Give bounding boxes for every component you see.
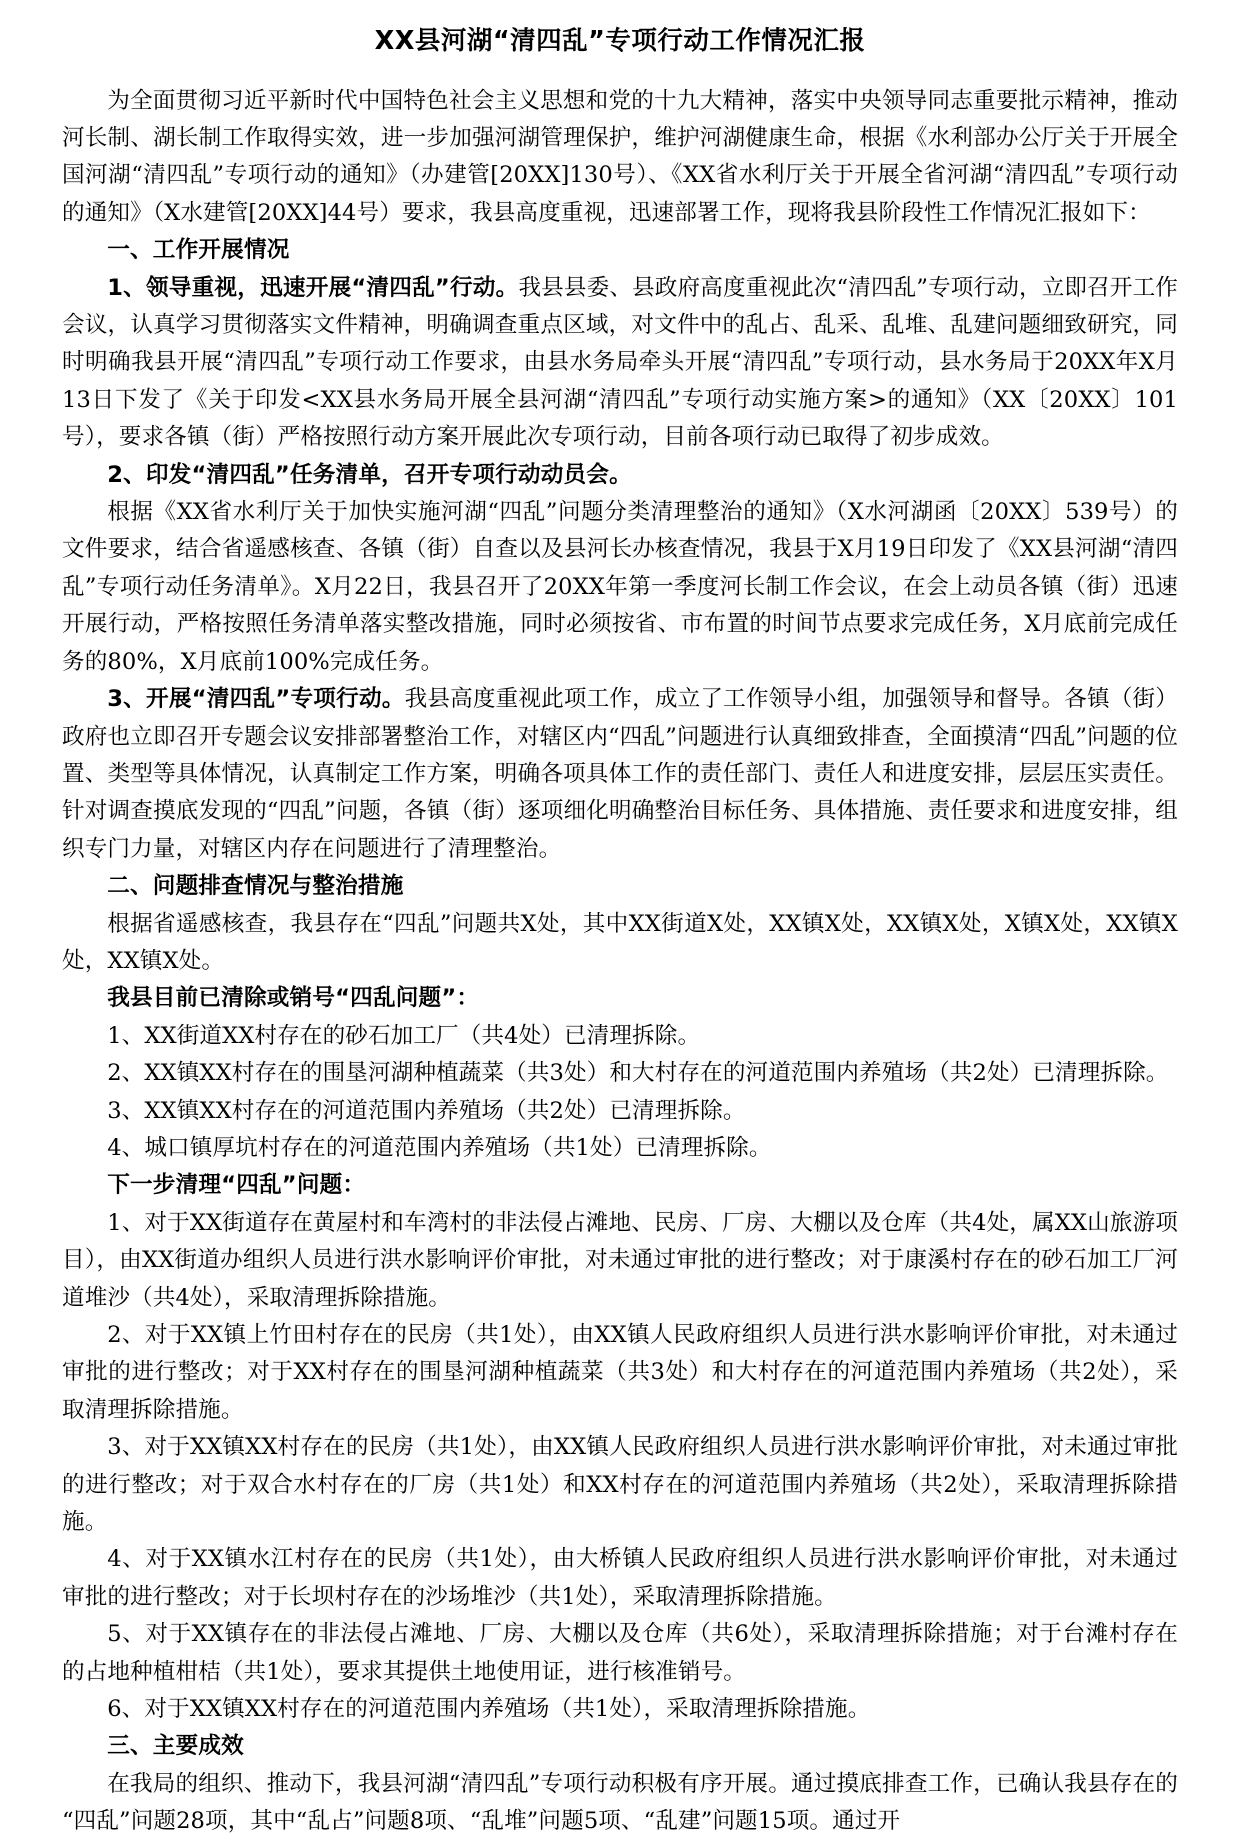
paragraph-item-1-2-body: 根据《XX省水利厅关于加快实施河湖“四乱”问题分类清理整治的通知》（X水河湖函〔20XX〕539号）的文件要求，结合省遥感核查、各镇（街）自查以及县河长办核查情况，我县于X月19日印发了《XX县河湖“清四乱”专项行动任务清单》。X月22日，我县召开了20XX年第一季度河长制工作会议，在会上动员各镇（街）迅速开展行动，严格按照任务清单落实整改措施，同时必须按省、市布置的时间节点要求完成任务，X月底前完成任务的80%，X月底前100%完成任务。 [62,499,1178,675]
list-item-cleared-1: 1、XX街道XX村存在的砂石加工厂（共4处）已清理拆除。 [107,1022,701,1049]
paragraph-intro: 为全面贯彻习近平新时代中国特色社会主义思想和党的十九大精神，落实中央领导同志重要批示精神，推动河长制、湖长制工作取得实效，进一步加强河湖管理保护，维护河湖健康生命，根据《水利部办公厅关于开展全国河湖“清四乱”专项行动的通知》（办建管[20XX]130号）、《XX省水利厅关于开展全省河湖“清四乱”专项行动的通知》（X水建管[20XX]44号）要求，我县高度重视，迅速部署工作，现将我县阶段性工作情况汇报如下： [62,87,1178,226]
list-item-next-3: 3、对于XX镇XX村存在的民房（共1处），由XX镇人民政府组织人员进行洪水影响评价审批，对未通过审批的进行整改；对于双合水村存在的厂房（共1处）和XX村存在的河道范围内养殖场（共2处），采取清理拆除措施。 [62,1434,1178,1536]
section-heading-task-list: 2、印发“清四乱”任务清单，召开专项行动动员会。 [107,461,632,488]
body-item-1-1: 我县县委、县政府高度重视此次“清四乱”专项行动，立即召开工作会议，认真学习贯彻落实文件精神，明确调查重点区域，对文件中的乱占、乱采、乱堆、乱建问题细致研究，同时明确我县开展“清四乱”专项行动工作要求，由县水务局牵头开展“清四乱”专项行动，县水务局于20XX年X月13日下发了《关于印发<XX县水务局开展全县河湖“清四乱”专项行动实施方案>的通知》（XX〔20XX〕101号），要求各镇（街）严格按照行动方案开展此次专项行动，目前各项行动已取得了初步成效。 [62,274,1178,451]
page-title: XX县河湖“清四乱”专项行动工作情况汇报 [374,26,866,56]
lead-item-1-1: 1、领导重视，迅速开展“清四乱”行动。 [107,274,519,301]
list-item-next-2: 2、对于XX镇上竹田村存在的民房（共1处），由XX镇人民政府组织人员进行洪水影响评价审批，对未通过审批的进行整改；对于XX村存在的围垦河湖种植蔬菜（共3处）和大村存在的河道范围内养殖场（共2处），采取清理拆除措施。 [62,1322,1178,1423]
list-item-next-1: 1、对于XX街道存在黄屋村和车湾村的非法侵占滩地、民房、厂房、大棚以及仓库（共4处，属XX山旅游项目），由XX街道办组织人员进行洪水影响评价审批，对未通过审批的进行整改；对于康溪村存在的砂石加工厂河道堆沙（共4处），采取清理拆除措施。 [62,1209,1178,1311]
paragraph-item-1-1 [62,270,1178,457]
list-item-cleared-2: 2、XX镇XX村存在的围垦河湖种植蔬菜（共3处）和大村存在的河道范围内养殖场（共2处）已清理拆除。 [107,1060,1169,1087]
paragraph-section-3-body: 在我局的组织、推动下，我县河湖“清四乱”专项行动积极有序开展。通过摸底排查工作，已确认我县存在的“四乱”问题28项，其中“乱占”问题8项、“乱堆”问题5项、“乱建”问题15项。通过开 [62,1770,1178,1835]
list-item-next-6: 6、对于XX镇XX村存在的河道范围内养殖场（共1处），采取清理拆除措施。 [107,1696,871,1723]
body-item-1-3: 我县高度重视此项工作，成立了工作领导小组，加强领导和督导。各镇（街）政府也立即召开专题会议安排部署整治工作，对辖区内“四乱”问题进行认真细致排查，全面摸清“四乱”问题的位置、类型等具体情况，认真制定工作方案，明确各项具体工作的责任部门、责任人和进度安排，层层压实责任。针对调查摸底发现的“四乱”问题，各镇（街）逐项细化明确整治目标任务、具体措施、责任要求和进度安排，组织专门力量，对辖区内存在问题进行了清理整治。 [62,686,1178,862]
section-heading-main-results: 三、主要成效 [107,1733,244,1760]
paragraph-section-2-intro: 根据省遥感核查，我县存在“四乱”问题共X处，其中XX街道X处，XX镇X处，XX镇X处，X镇X处，XX镇X处，XX镇X处。 [62,910,1178,974]
lead-item-1-3: 3、开展“清四乱”专项行动。 [107,686,405,713]
section-heading-work-progress: 一、工作开展情况 [107,237,290,264]
list-item-cleared-4: 4、城口镇厚坑村存在的河道范围内养殖场（共1处）已清理拆除。 [107,1134,772,1161]
list-item-cleared-3: 3、XX镇XX村存在的河道范围内养殖场（共2处）已清理拆除。 [107,1097,746,1124]
paragraph-item-1-3 [62,681,1178,868]
subheading-cleared-problems: 我县目前已清除或销号“四乱问题”： [107,985,480,1012]
section-heading-investigation: 二、问题排查情况与整治措施 [107,873,404,900]
list-item-next-4: 4、对于XX镇水江村存在的民房（共1处），由大桥镇人民政府组织人员进行洪水影响评价审批，对未通过审批的进行整改；对于长坝村存在的沙场堆沙（共1处），采取清理拆除措施。 [62,1546,1178,1610]
list-item-next-5: 5、对于XX镇存在的非法侵占滩地、厂房、大棚以及仓库（共6处），采取清理拆除措施；对于台滩村存在的占地种植柑桔（共1处），要求其提供土地使用证，进行核准销号。 [62,1621,1178,1685]
subheading-next-step: 下一步清理“四乱”问题： [107,1172,366,1199]
